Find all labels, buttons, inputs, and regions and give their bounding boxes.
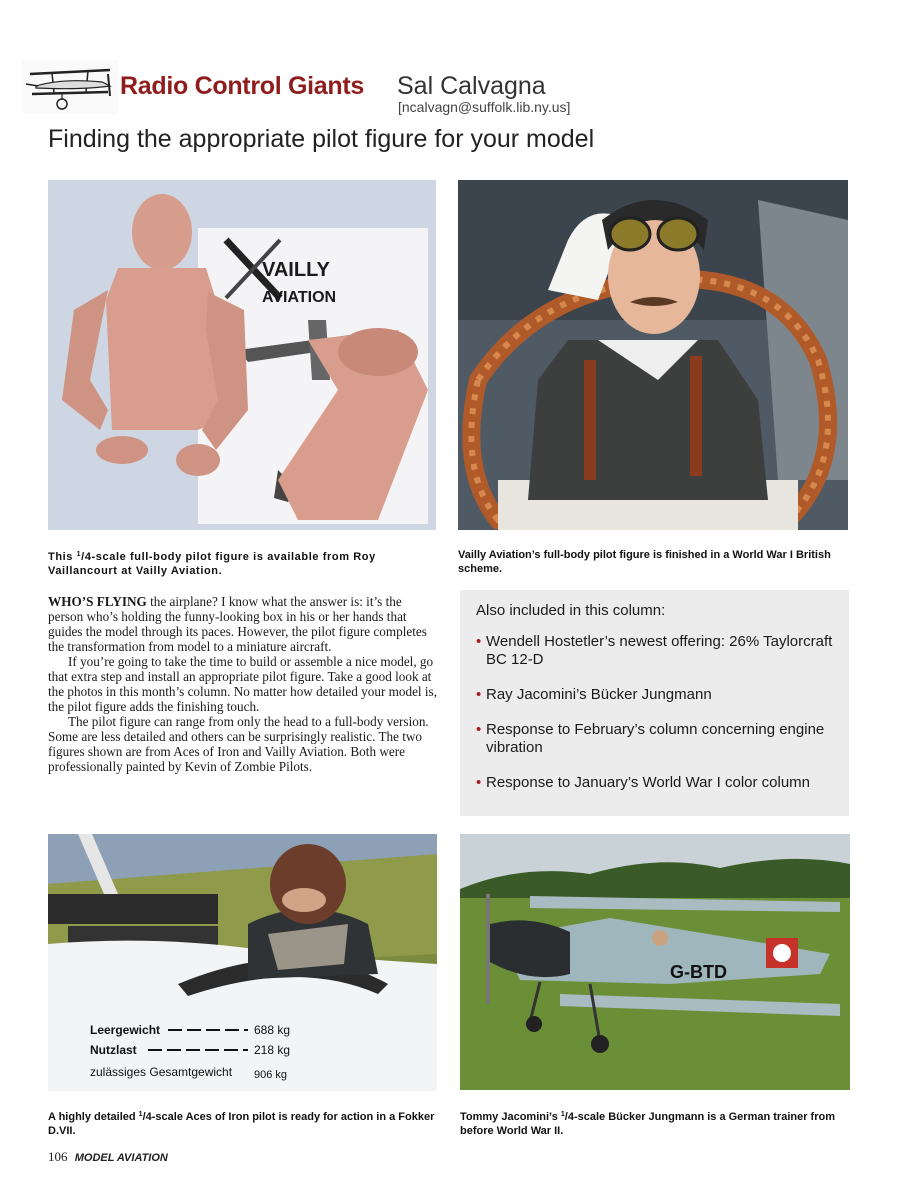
column-title: Radio Control Giants	[120, 72, 365, 100]
sidebar-item: • Ray Jacomini’s Bücker Jungmann	[476, 686, 712, 703]
biplane-logo-icon	[22, 60, 118, 114]
caption-photo4: Tommy Jacomini’s $^1$/4-scale Bücker Jungmann is a German trainer from before World War II.	[460, 1111, 835, 1137]
photo-fokker-cockpit	[48, 834, 437, 1091]
sidebar-item: • Wendell Hostetler’s newest offering: 26% Taylorcraft BC 12-D	[476, 633, 833, 668]
sign-vailly: VAILLY	[262, 259, 330, 281]
caption-photo1: This $^1$/4-scale full-body pilot figure is available from Roy Vaillancourt at Vailly Aviation.	[48, 551, 376, 577]
weight-value-2: 218 kg	[254, 1043, 291, 1057]
page-number: 106	[48, 1149, 68, 1164]
plane-registration: G-BTD	[670, 962, 727, 982]
sidebar-title: Also included in this column:	[476, 602, 666, 619]
photo-unpainted-pilot-figure	[48, 180, 436, 530]
magazine-name: MODEL AVIATION	[74, 1152, 168, 1164]
sidebar-item: • Response to January’s World War I color column	[476, 774, 811, 791]
photo-bucker-jungmann	[460, 834, 850, 1090]
author-email: [ncalvagn@suffolk.lib.ny.us]	[398, 99, 571, 115]
also-included-sidebar	[460, 590, 849, 816]
photo-painted-british-pilot	[458, 180, 848, 530]
page-footer	[48, 1149, 168, 1165]
body-paragraph-3: The pilot figure can range from only the head to a full-body version. Some are less detailed and others can be surprisingly realistic. The two figures shown are from Aces of Iron and Vailly Aviation. Both were professionally painted by Kevin of Zombie Pilots.	[48, 714, 429, 774]
article-headline: Finding the appropriate pilot figure for your model	[48, 125, 595, 153]
caption-photo3: A highly detailed $^1$/4-scale Aces of Iron pilot is ready for action in a Fokker D.VII.	[48, 1111, 435, 1137]
weight-label-3: zulässiges Gesamtgewicht	[90, 1065, 233, 1079]
sign-aviation: AVIATION	[262, 289, 337, 306]
weight-value-1: 688 kg	[254, 1023, 291, 1037]
weight-label-1: Leergewicht	[90, 1023, 161, 1037]
weight-value-3: 906 kg	[254, 1069, 288, 1081]
caption-photo2: Vailly Aviation’s full-body pilot figure is finished in a World War I British scheme.	[458, 549, 831, 575]
author-name: Sal Calvagna	[397, 72, 546, 100]
weight-label-2: Nutzlast	[90, 1043, 137, 1057]
body-paragraph-1: WHO’S FLYING the airplane? I know what the answer is: it’s the person who’s holding the funny-looking box in his or her hands that guides the model through its paces. However, the pilot figure completes the transformation from model to a miniature aircraft.	[48, 594, 427, 654]
sidebar-list	[476, 633, 833, 792]
body-paragraph-2: If you’re going to take the time to build or assemble a nice model, go that extra step and install an appropriate pilot figure. Take a good look at the photos in this month’s column. No matter how detailed your model is, the pilot figure adds the finishing touch.	[48, 654, 437, 714]
article-body	[48, 594, 438, 774]
column-header	[22, 60, 892, 120]
sidebar-item: • Response to February’s column concerning engine vibration	[476, 721, 825, 756]
